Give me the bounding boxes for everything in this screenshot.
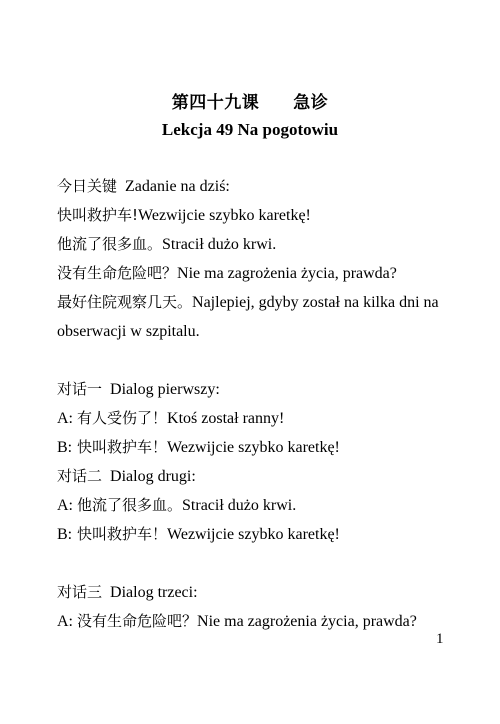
lesson-title-polish: Lekcja 49 Na pogotowiu [161, 120, 339, 139]
dialog-line [57, 607, 457, 636]
task-item-pl: Najlepiej, gdyby został na kilka dni na obserwacji w szpitalu. [57, 294, 439, 340]
page-number: 1 [436, 631, 444, 647]
dialog-label-pl: Dialog trzeci: [110, 584, 198, 601]
task-label-pl: Zadanie na dziś: [125, 178, 230, 195]
task-item [57, 201, 457, 230]
dialog-label-zh: 对话三 [57, 583, 103, 601]
lesson-number-zh: 第四十九课 [171, 93, 260, 113]
dialog-line-pl: Stracił dużo krwi. [182, 497, 297, 514]
dialog-label-zh: 对话二 [57, 467, 103, 485]
speaker-label: A: [57, 613, 73, 630]
task-item-zh: 没有生命危险吧？ [57, 264, 178, 282]
task-item-pl: Nie ma zagrożenia życia, prawda? [177, 265, 397, 282]
dialog-line-pl: Wezwijcie szybko karetkę! [167, 439, 340, 456]
dialog-label-pl: Dialog drugi: [110, 468, 196, 485]
spacer [57, 549, 457, 578]
task-label-zh: 今日关键 [57, 177, 118, 195]
dialog-label-pl: Dialog pierwszy: [110, 381, 220, 398]
dialog-heading [57, 462, 457, 491]
lesson-title-chinese [0, 88, 500, 113]
task-heading [57, 172, 457, 201]
dialog-line [57, 491, 457, 520]
dialog-heading [57, 375, 457, 404]
task-item-pl: Stracił dużo krwi. [162, 236, 277, 253]
dialog-line-pl: Wezwijcie szybko karetkę! [167, 526, 340, 543]
dialog-line [57, 520, 457, 549]
task-item [57, 259, 457, 288]
dialog-heading [57, 578, 457, 607]
dialog-line-pl: Nie ma zagrożenia życia, prawda? [197, 613, 417, 630]
spacer [57, 346, 457, 375]
lesson-content [57, 172, 457, 636]
speaker-label: A: [57, 410, 73, 427]
lesson-topic-zh: 急诊 [293, 93, 329, 113]
dialog-line-zh: 他流了很多血。 [77, 496, 183, 514]
dialog-line [57, 404, 457, 433]
task-item-zh: 最好住院观察几天。 [57, 293, 193, 311]
dialog-label-zh: 对话一 [57, 380, 103, 398]
dialog-line-zh: 快叫救护车！ [77, 525, 168, 543]
speaker-label: B: [57, 526, 73, 543]
dialog-line [57, 433, 457, 462]
task-item-zh: 快叫救护车! [57, 206, 139, 224]
task-item-zh: 他流了很多血。 [57, 235, 163, 253]
dialog-line-zh: 没有生命危险吧？ [77, 612, 198, 630]
task-item-pl: Wezwijcie szybko karetkę! [138, 207, 311, 224]
task-item [57, 288, 457, 346]
dialog-line-pl: Ktoś został ranny! [167, 410, 285, 427]
speaker-label: A: [57, 497, 73, 514]
task-item [57, 230, 457, 259]
dialog-line-zh: 有人受伤了！ [77, 409, 168, 427]
dialog-line-zh: 快叫救护车！ [77, 438, 168, 456]
speaker-label: B: [57, 439, 73, 456]
